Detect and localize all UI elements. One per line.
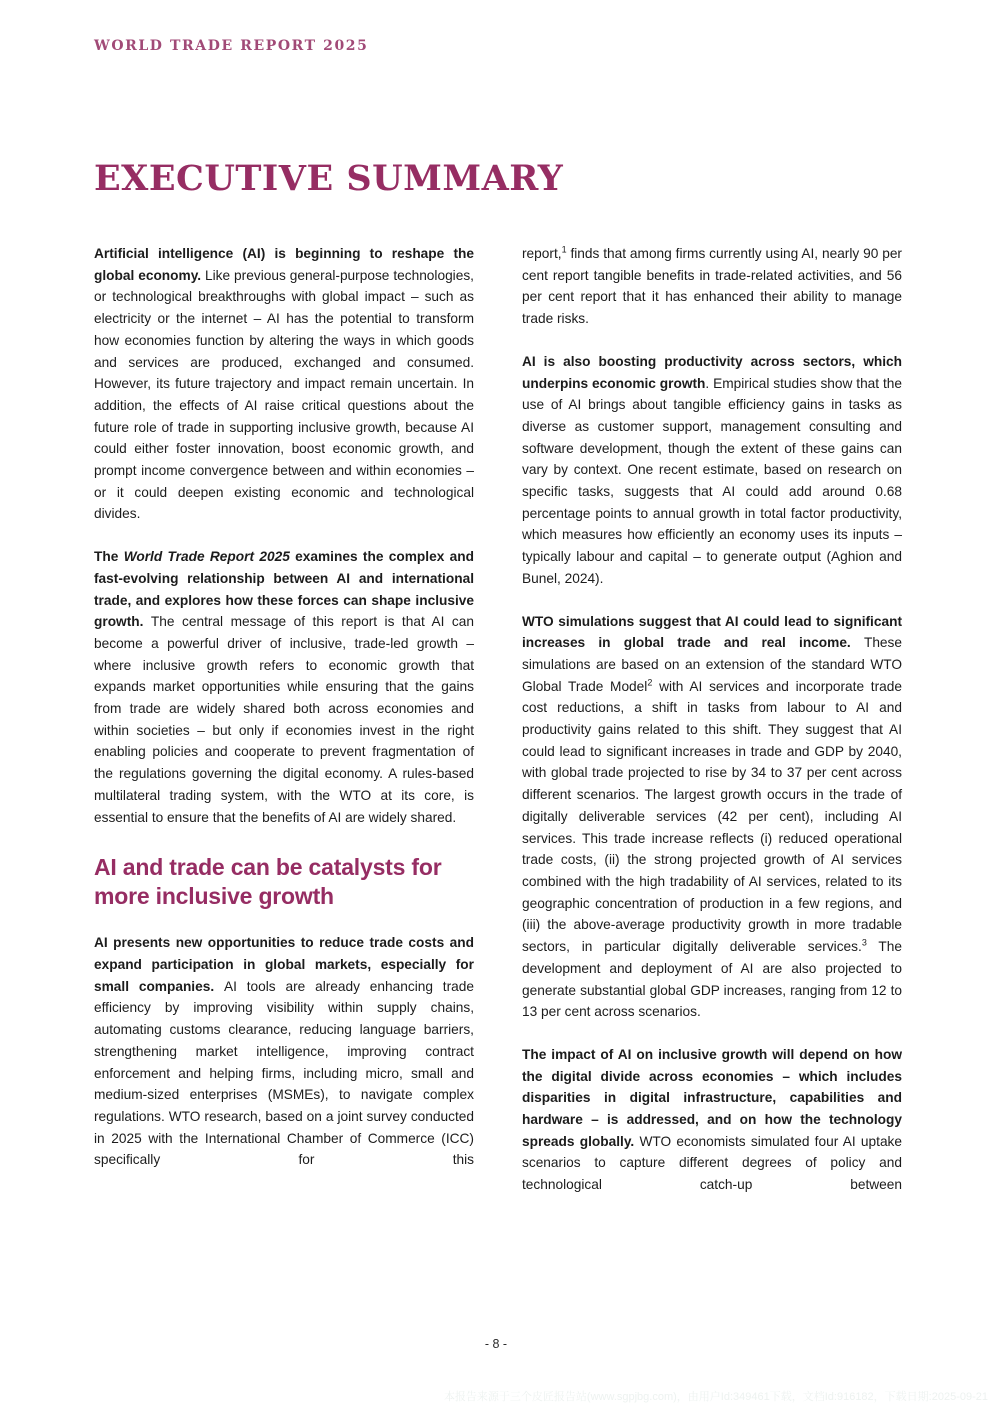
text-segment: examines the complex and fast-evolving relationship between AI and international trade, and explores how these forces can shape inclusive growth. — [94, 549, 474, 630]
text-segment: finds that among firms currently using AI, nearly 90 per cent report tangible benefits in trade-related activities, and 56 per cent report that it has enhanced their ability to manage trade risks. — [522, 246, 902, 327]
text-segment: These simulations are based on an extension of the standard WTO Global Trade Model — [522, 635, 902, 694]
paragraph — [522, 351, 902, 590]
section-heading: AI and trade can be catalysts for more inclusive growth — [94, 854, 442, 910]
paragraph — [522, 1044, 902, 1196]
text-segment: The development and deployment of AI are also projected to generate substantial global GDP increases, ranging from 12 to 13 per cent across scenarios. — [522, 939, 902, 1020]
page-title: EXECUTIVE SUMMARY — [94, 158, 564, 199]
text-segment: AI tools are already enhancing trade efficiency by improving visibility within supply chains, automating customs clearance, reducing language barriers, strengthening market intelligence, improving contract enforcement and helping firms, including micro, small and medium-sized enterprises (MSMEs), to navigate complex regulations. WTO research, based on a joint survey conducted in 2025 with the International Chamber of Commerce (ICC) specifically for this — [94, 978, 474, 1168]
watermark-text: 本报告来源于三个皮匠报告站(www.sgpjbg.com)，由用户Id:349461下载，文档Id:916182，下载日期:2025-09-21 — [443, 1391, 988, 1403]
paragraph — [94, 546, 474, 828]
text-segment: . Empirical studies show that the use of AI brings about tangible efficiency gains in tasks as diverse as customer support, management consulting and software development, though the extent of these gains can vary by context. One recent estimate, based on research on specific tasks, suggests that AI could add around 0.68 percentage points to annual growth in total factor productivity, which measures how efficiently an economy uses its inputs – typically labour and capital – to generate output (Aghion and Bunel, 2024). — [522, 375, 902, 586]
text-segment: WTO simulations suggest that AI could lead to significant increases in global trade and real income. — [522, 613, 902, 651]
text-segment: World Trade Report 2025 — [123, 549, 290, 565]
two-column-layout — [94, 243, 902, 1196]
column-left — [94, 243, 474, 1196]
text-segment: WTO economists simulated four AI uptake scenarios to capture different degrees of policy and technological catch-up between — [522, 1133, 903, 1193]
text-segment: with AI services and incorporate trade cost reductions, a shift in tasks from labour to AI and productivity gains related to this shift. They suggest that AI could lead to significant increases in trade and GDP by 2040, with global trade projected to rise by 34 to 37 per cent across different scenarios. The largest growth occurs in the trade of digitally deliverable services (42 per cent), including AI services. This trade increase reflects (i) reduced operational trade costs, (ii) the strong projected growth of AI services combined with the high tradability of AI services, related to its geographic concentration of production in a few regions, and (iii) the above-average productivity growth in more tradable sectors, in particular digitally deliverable services. — [522, 678, 903, 955]
paragraph — [94, 932, 474, 1171]
text-segment: Like previous general-purpose technologies, or technological breakthroughs with global impact – such as electricity or the internet – AI has the potential to transform how economies function by altering the ways in which goods and services are produced, exchanged and consumed. However, its future trajectory and impact remain uncertain. In addition, the effects of AI raise critical questions about the future role of trade in supporting inclusive growth, because AI could either foster innovation, boost economic growth, and prompt income convergence between and within economies – or it could deepen existing economic and technological divides. — [94, 267, 474, 522]
text-segment: The — [94, 549, 124, 565]
page-number: - 8 - — [484, 1337, 508, 1351]
footnote-reference: 1 — [561, 244, 567, 255]
footnote-reference: 3 — [861, 937, 867, 948]
text-segment: The central message of this report is that AI can become a powerful driver of inclusive, trade-led growth – where inclusive growth refers to economic growth that expands market opportunities while ensuring that the gains from trade are widely shared both across economies and within societies – but only if economies invest in the right enabling policies and cooperate to prevent fragmentation of the regulations governing the digital economy. A rules-based multilateral trading system, with the WTO at its core, is essential to ensure that the benefits of AI are widely shared. — [94, 614, 474, 825]
paragraph — [94, 243, 474, 525]
text-segment: report, — [522, 246, 562, 261]
text-segment: Artificial intelligence (AI) is beginning to reshape the global economy. — [94, 246, 474, 283]
footnote-reference: 2 — [647, 677, 653, 688]
report-header: WORLD TRADE REPORT 2025 — [94, 38, 369, 54]
text-segment: The impact of AI on inclusive growth will depend on how the digital divide across economies – which includes disparities in digital infrastructure, capabilities and hardware – is addressed, and on how the technology spreads globally. — [522, 1046, 902, 1149]
text-segment: AI presents new opportunities to reduce trade costs and expand participation in global markets, especially for small companies. — [94, 935, 474, 994]
column-right — [522, 243, 902, 1196]
paragraph — [522, 611, 902, 1023]
text-segment: AI is also boosting productivity across sectors, which underpins economic growth — [522, 353, 902, 391]
paragraph — [522, 243, 902, 330]
